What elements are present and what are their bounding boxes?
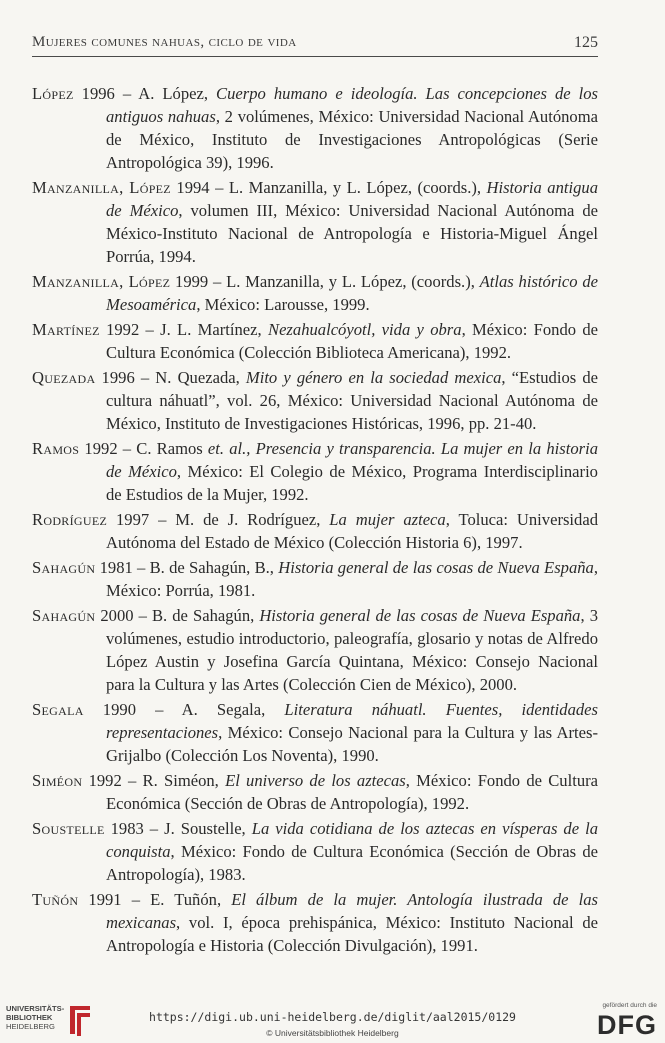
reference-title: Historia general de las cosas de Nueva España — [278, 558, 594, 577]
reference-author: Martínez — [32, 320, 100, 339]
library-name-line: BIBLIOTHEK — [6, 1013, 53, 1022]
reference-entry — [32, 82, 598, 174]
reference-entry — [32, 270, 598, 316]
reference-author: Manzanilla, López — [32, 178, 171, 197]
reference-details: , México: Fondo de Cultura Económica (Sección de Obras de Antropología), 1983. — [106, 842, 598, 884]
reference-author: Segala — [32, 700, 84, 719]
reference-details: , México: Porrúa, 1981. — [106, 558, 598, 600]
running-head-title: Mujeres comunes nahuas, ciclo de vida — [32, 34, 297, 50]
reference-details: , México: Larousse, 1999. — [196, 295, 370, 314]
funding-note: gefördert durch die — [602, 1002, 657, 1009]
reference-title: La vida cotidiana de los aztecas en vísperas de la conquista — [106, 819, 598, 861]
reference-entry — [32, 508, 598, 554]
reference-title: Atlas histórico de Mesoamérica — [106, 272, 599, 314]
reference-author: Ramos — [32, 439, 80, 458]
reference-entry — [32, 769, 598, 815]
reference-author: Sahagún — [32, 606, 96, 625]
reference-details: , Toluca: Universidad Autónoma del Estado de México (Colección Historia 6), 1997. — [106, 510, 599, 552]
library-name-line: HEIDELBERG — [6, 1022, 55, 1031]
reference-entry — [32, 366, 598, 435]
digitization-footer — [0, 994, 665, 1043]
reference-title: et. al., Presencia y transparencia. La mujer en la historia de México — [106, 439, 598, 481]
reference-year: 1990 – A. Segala, — [83, 700, 285, 719]
reference-year: 1996 – A. López, — [73, 84, 217, 103]
reference-details: , vol. I, época prehispánica, México: Instituto Nacional de Antropología e Historia (Colección Divulgación), 1991. — [106, 913, 598, 955]
reference-year: 1999 – L. Manzanilla, y L. López, (coords.), — [170, 272, 480, 291]
reference-title: La mujer azteca — [329, 510, 446, 529]
reference-author: Soustelle — [32, 819, 105, 838]
reference-author: López — [32, 84, 74, 103]
reference-entry — [32, 888, 598, 957]
reference-year: 1992 – C. Ramos — [79, 439, 208, 458]
library-name-line: UNIVERSITÄTS- — [6, 1004, 65, 1013]
reference-entry — [32, 437, 598, 506]
reference-title: Nezahualcóyotl, vida y obra — [268, 320, 462, 339]
reference-author: Quezada — [32, 368, 96, 387]
reference-entry — [32, 604, 598, 696]
reference-details: , 3 volúmenes, estudio introductorio, paleografía, glosario y notas de Alfredo López Austin y Josefina García Quintana, México: Consejo Nacional para la Cultura y las Artes (Colección Cien de México), 2000. — [106, 606, 598, 694]
reference-year: 1992 – R. Siméon, — [82, 771, 226, 790]
reference-details: , volumen III, México: Universidad Nacional Autónoma de México-Instituto Nacional de Antropología e Historia-Miguel Ángel Porrúa, 1994. — [106, 201, 598, 266]
reference-title: Cuerpo humano e ideología. Las concepciones de los antiguos nahuas — [106, 84, 598, 126]
reference-details: , México: El Colegio de México, Programa Interdisciplinario de Estudios de la Mujer, 1992. — [106, 462, 598, 504]
reference-author: Manzanilla, López — [32, 272, 171, 291]
reference-details: , México: Fondo de Cultura Económica (Sección de Obras de Antropología), 1992. — [106, 771, 599, 813]
dfg-logo — [577, 1002, 657, 1040]
dfg-wordmark: DFG — [597, 1010, 657, 1040]
reference-year: 1991 – E. Tuñón, — [78, 890, 232, 909]
reference-author: Siméon — [32, 771, 83, 790]
reference-title: Mito y género en la sociedad mexica — [245, 368, 502, 387]
page-number: 125 — [574, 34, 598, 51]
source-url-link[interactable]: https://digi.ub.uni-heidelberg.de/diglit/aal2015/0129 — [149, 1010, 516, 1024]
reference-title: Historia antigua de México — [106, 178, 598, 220]
reference-year: 1996 – N. Quezada, — [95, 368, 246, 387]
reference-entry — [32, 556, 598, 602]
reference-year: 1992 – J. L. Martínez, — [99, 320, 268, 339]
reference-entry — [32, 817, 598, 886]
reference-year: 1983 – J. Soustelle, — [104, 819, 252, 838]
bibliography-list — [32, 82, 598, 959]
reference-author: Rodríguez — [32, 510, 108, 529]
reference-year: 2000 – B. de Sahagún, — [95, 606, 260, 625]
reference-year: 1981 – B. de Sahagún, B., — [95, 558, 279, 577]
copyright-notice: © Universitätsbibliothek Heidelberg — [266, 1028, 399, 1038]
reference-title: Literatura náhuatl. Fuentes, identidades representaciones — [106, 700, 598, 742]
reference-details: , “Estudios de cultura náhuatl”, vol. 26, México: Universidad Nacional Autónoma de México, Instituto de Investigaciones Históricas, 1996, pp. 21-40. — [106, 368, 598, 433]
reference-title: El álbum de la mujer. Antología ilustrada de las mexicanas — [106, 890, 598, 932]
reference-title: El universo de los aztecas — [225, 771, 406, 790]
reference-year: 1994 – L. Manzanilla, y L. López, (coords.), — [170, 178, 487, 197]
reference-entry — [32, 318, 598, 364]
reference-details: , México: Fondo de Cultura Económica (Colección Biblioteca Americana), 1992. — [106, 320, 599, 362]
reference-entry — [32, 176, 598, 268]
reference-title: Historia general de las cosas de Nueva España — [259, 606, 581, 625]
reference-year: 1997 – M. de J. Rodríguez, — [107, 510, 330, 529]
running-head — [32, 34, 598, 57]
reference-details: , México: Consejo Nacional para la Cultura y las Artes-Grijalbo (Colección Los Noventa), 1990. — [106, 723, 598, 765]
reference-entry — [32, 698, 598, 767]
reference-details: , 2 volúmenes, México: Universidad Nacional Autónoma de México, Instituto de Investigaciones Antropológicas (Serie Antropológica 39), 1996. — [106, 107, 599, 172]
reference-author: Tuñón — [32, 890, 79, 909]
reference-author: Sahagún — [32, 558, 96, 577]
